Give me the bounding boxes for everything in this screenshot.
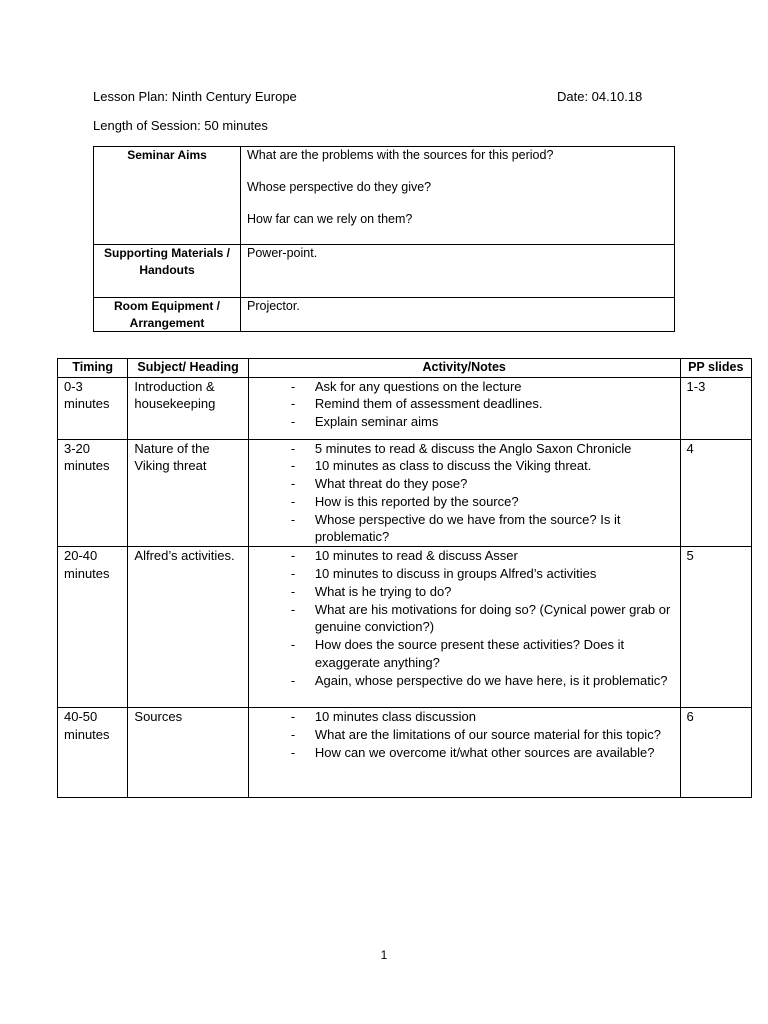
list-item: - Whose perspective do we have from the source? Is it problematic?: [291, 511, 674, 547]
page-number: 1: [380, 948, 388, 962]
notes-list: [255, 440, 674, 547]
equipment-value: Projector.: [241, 298, 675, 332]
aim-item: Whose perspective do they give?: [247, 180, 432, 194]
activity-header: Activity/Notes: [248, 359, 680, 378]
slides-cell: 1-3: [680, 377, 751, 439]
table-row: [58, 547, 752, 708]
timing-cell: 20-40 minutes: [58, 547, 128, 708]
timing-cell: 40-50 minutes: [58, 708, 128, 798]
list-item: - 10 minutes to read & discuss Asser: [291, 547, 674, 565]
slides-cell: 6: [680, 708, 751, 798]
timing-cell: 0-3 minutes: [58, 377, 128, 439]
aims-row: [94, 147, 675, 245]
timing-cell: 3-20 minutes: [58, 439, 128, 547]
list-item: - What threat do they pose?: [291, 475, 674, 493]
list-item: - 5 minutes to read & discuss the Anglo Saxon Chronicle: [291, 440, 674, 458]
session-length: Length of Session: 50 minutes: [93, 118, 268, 133]
materials-label: Supporting Materials / Handouts: [94, 245, 241, 298]
activity-cell: [248, 377, 680, 439]
list-item: - What are his motivations for doing so? (Cynical power grab or genuine conviction?): [291, 601, 674, 637]
list-item: - Ask for any questions on the lecture: [291, 378, 674, 396]
slides-cell: 5: [680, 547, 751, 708]
seminar-aims-label: Seminar Aims: [94, 147, 241, 245]
lesson-title: Lesson Plan: Ninth Century Europe: [93, 89, 297, 104]
activity-cell: [248, 547, 680, 708]
seminar-aims-value: [241, 147, 675, 245]
lesson-date: Date: 04.10.18: [557, 89, 643, 104]
list-item: - What are the limitations of our source material for this topic?: [291, 726, 674, 744]
aims-table: [93, 146, 675, 332]
list-item: - What is he trying to do?: [291, 583, 674, 601]
list-item: - 10 minutes as class to discuss the Viking threat.: [291, 457, 674, 475]
slides-header: PP slides: [680, 359, 751, 378]
notes-list: [255, 708, 674, 761]
aim-item: What are the problems with the sources for this period?: [247, 148, 554, 162]
activity-cell: [248, 708, 680, 798]
table-row: [58, 708, 752, 798]
list-item: - Explain seminar aims: [291, 413, 674, 431]
subject-cell: Sources: [128, 708, 248, 798]
equipment-label: Room Equipment / Arrangement: [94, 298, 241, 332]
subject-cell: Nature of the Viking threat: [128, 439, 248, 547]
list-item: - Again, whose perspective do we have here, is it problematic?: [291, 672, 674, 690]
schedule-table: [57, 358, 752, 798]
notes-list: [255, 378, 674, 431]
list-item: - How is this reported by the source?: [291, 493, 674, 511]
table-row: [58, 377, 752, 439]
notes-list: [255, 547, 674, 689]
aim-item: How far can we rely on them?: [247, 212, 413, 226]
list-item: - How does the source present these activities? Does it exaggerate anything?: [291, 636, 674, 672]
subject-header: Subject/ Heading: [128, 359, 248, 378]
subject-cell: Introduction & housekeeping: [128, 377, 248, 439]
list-item: - How can we overcome it/what other sources are available?: [291, 744, 674, 762]
schedule-header-row: [58, 359, 752, 378]
materials-value: Power-point.: [241, 245, 675, 298]
list-item: - 10 minutes to discuss in groups Alfred’s activities: [291, 565, 674, 583]
slides-cell: 4: [680, 439, 751, 547]
timing-header: Timing: [58, 359, 128, 378]
list-item: - Remind them of assessment deadlines.: [291, 395, 674, 413]
activity-cell: [248, 439, 680, 547]
list-item: - 10 minutes class discussion: [291, 708, 674, 726]
equipment-row: [94, 298, 675, 332]
table-row: [58, 439, 752, 547]
materials-row: [94, 245, 675, 298]
subject-cell: Alfred’s activities.: [128, 547, 248, 708]
